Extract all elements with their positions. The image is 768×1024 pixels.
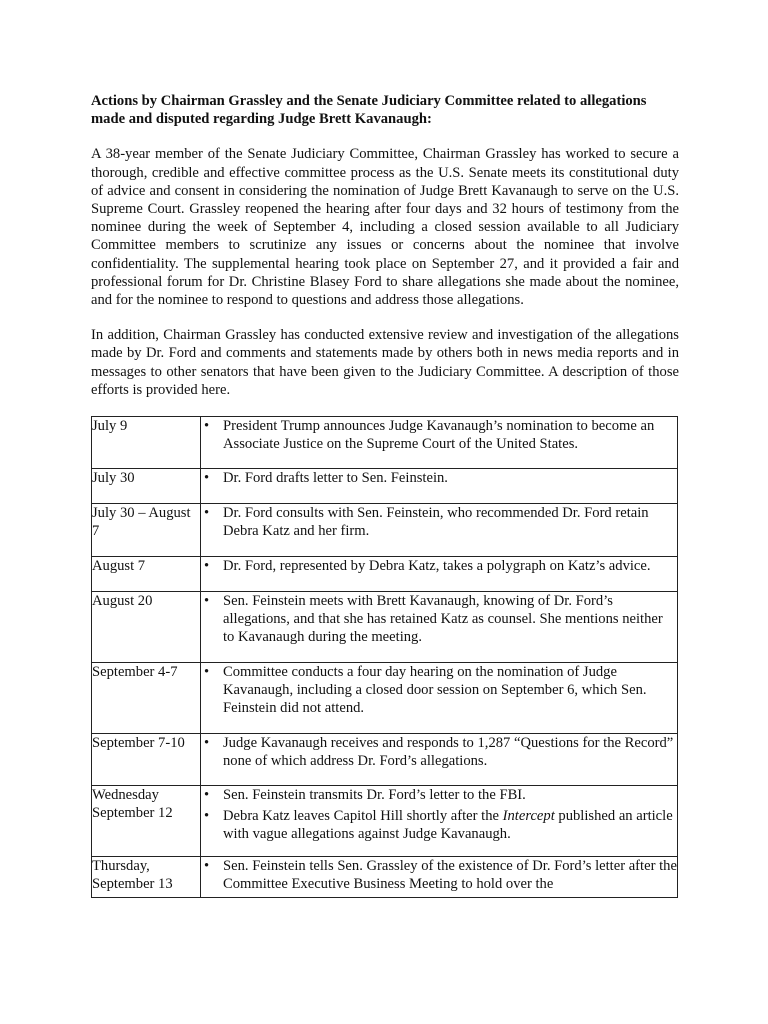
table-row: [92, 469, 678, 504]
event-item: • Sen. Feinstein transmits Dr. Ford’s letter to the FBI.: [204, 787, 526, 804]
event-item: • Sen. Feinstein meets with Brett Kavanaugh, knowing of Dr. Ford’s allegations, and that she has retained Katz as counsel. She mentions neither to Kavanaugh during the meeting.: [204, 593, 663, 646]
date-cell: September 4-7: [92, 663, 201, 734]
bullet-icon: •: [204, 808, 210, 825]
table-row: [92, 786, 678, 857]
events-cell: [201, 786, 678, 857]
events-cell: [201, 469, 678, 504]
document-heading: Actions by Chairman Grassley and the Senate Judiciary Committee related to allegations made and disputed regarding Judge Brett Kavanaugh:: [91, 93, 647, 128]
table-row: [92, 857, 678, 898]
events-cell: [201, 592, 678, 663]
table-row: [92, 663, 678, 734]
investigation-paragraph: In addition, Chairman Grassley has conducted extensive review and investigation of the allegations made by Dr. Ford and comments and statements made by others both in news media reports and in messages to other senators that have been given to the Judiciary Committee. A description of those efforts is provided here.: [91, 327, 679, 398]
bullet-icon: •: [204, 735, 210, 752]
event-item: • Dr. Ford drafts letter to Sen. Feinstein.: [204, 470, 448, 487]
date-cell: July 9: [92, 417, 201, 469]
date-cell: Thursday, September 13: [92, 857, 201, 898]
events-cell: [201, 857, 678, 898]
document-page: [91, 92, 679, 898]
events-cell: [201, 557, 678, 592]
bullet-icon: •: [204, 505, 210, 522]
events-cell: [201, 663, 678, 734]
events-cell: [201, 504, 678, 557]
table-row: [92, 734, 678, 786]
date-cell: August 7: [92, 557, 201, 592]
bullet-icon: •: [204, 593, 210, 610]
date-cell: July 30: [92, 469, 201, 504]
bullet-icon: •: [204, 418, 210, 435]
intro-paragraph: A 38-year member of the Senate Judiciary Committee, Chairman Grassley has worked to secure a thorough, credible and effective committee process as the U.S. Senate meets its constitutional duty of advice and consent in considering the nomination of Judge Brett Kavanaugh to serve on the U.S. Supreme Court. Grassley reopened the hearing after four days and 32 hours of testimony from the nominee during the week of September 4, including a closed session available to all Judiciary Committee members to scrutinize any issues or concerns about the nominee that involve confidentiality. The supplemental hearing took place on September 27, and it provided a fair and professional forum for Dr. Christine Blasey Ford to share allegations she made about the nominee, and for the nominee to respond to questions and address those allegations.: [91, 146, 679, 309]
publication-name: Intercept: [502, 808, 555, 825]
bullet-icon: •: [204, 558, 210, 575]
date-cell: August 20: [92, 592, 201, 663]
events-cell: [201, 734, 678, 786]
event-item: • Dr. Ford, represented by Debra Katz, takes a polygraph on Katz’s advice.: [204, 558, 651, 575]
event-item: • Debra Katz leaves Capitol Hill shortly after the Intercept published an article with vague allegations against Judge Kavanaugh.: [204, 808, 673, 843]
table-row: [92, 557, 678, 592]
table-row: [92, 592, 678, 663]
bullet-icon: •: [204, 470, 210, 487]
bullet-icon: •: [204, 858, 210, 875]
event-item: • Sen. Feinstein tells Sen. Grassley of the existence of Dr. Ford’s letter after the Committee Executive Business Meeting to hold over the: [204, 858, 677, 893]
table-row: [92, 417, 678, 469]
events-cell: [201, 417, 678, 469]
date-cell: July 30 – August 7: [92, 504, 201, 557]
bullet-icon: •: [204, 787, 210, 804]
table-row: [92, 504, 678, 557]
event-item: • Dr. Ford consults with Sen. Feinstein, who recommended Dr. Ford retain Debra Katz and her firm.: [204, 505, 649, 540]
date-cell: Wednesday September 12: [92, 786, 201, 857]
event-item: • Committee conducts a four day hearing on the nomination of Judge Kavanaugh, including a closed door session on September 6, which Sen. Feinstein did not attend.: [204, 664, 647, 717]
event-item: • President Trump announces Judge Kavanaugh’s nomination to become an Associate Justice on the Supreme Court of the United States.: [204, 418, 655, 453]
bullet-icon: •: [204, 664, 210, 681]
date-cell: September 7-10: [92, 734, 201, 786]
timeline-table: [91, 416, 678, 898]
event-item: • Judge Kavanaugh receives and responds to 1,287 “Questions for the Record” none of which address Dr. Ford’s allegations.: [204, 735, 674, 770]
